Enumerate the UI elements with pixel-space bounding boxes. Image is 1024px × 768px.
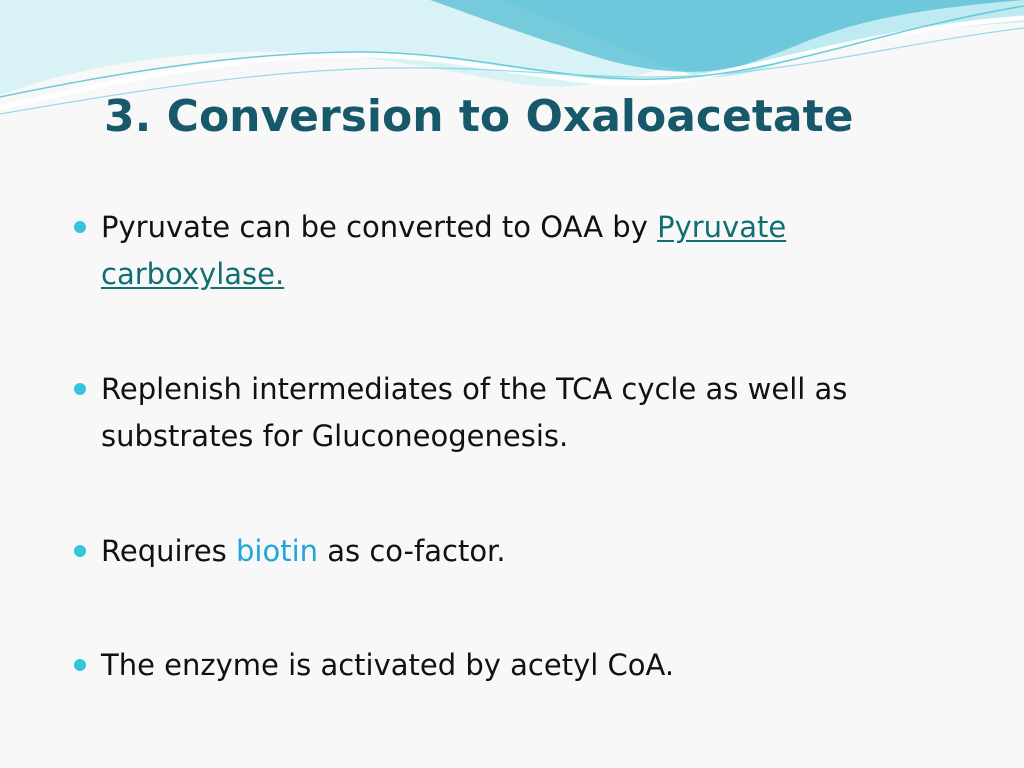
bullet-text-pyruvate-conversion: Pyruvate can be converted to OAA by: [101, 210, 658, 244]
bullet-dot-icon: [74, 659, 86, 671]
bullet-dot-icon: [74, 221, 86, 233]
bullet-text-replenish-intermediates: Replenish intermediates of the TCA cycle as well as substrates for Gluconeogenesis.: [101, 372, 848, 453]
bullet-item-biotin-cofactor: [72, 528, 952, 575]
bullet-text-cofactor: as co-factor.: [318, 534, 506, 568]
bullet-list: [72, 204, 952, 689]
bullet-dot-icon: [74, 383, 86, 395]
bullet-item-pyruvate-conversion: [72, 204, 952, 298]
bullet-text-enzyme-activation: The enzyme is activated by acetyl CoA.: [101, 648, 675, 682]
bullet-text-requires: Requires: [101, 534, 236, 568]
slide-title: 3. Conversion to Oxaloacetate: [104, 91, 854, 142]
bullet-item-replenish-intermediates: [72, 366, 952, 460]
pyruvate-carboxylase-link[interactable]: Pyruvate carboxylase.: [101, 210, 787, 291]
bullet-dot-icon: [74, 545, 86, 557]
biotin-highlight: biotin: [236, 534, 319, 568]
bullet-item-enzyme-activation: [72, 642, 952, 689]
